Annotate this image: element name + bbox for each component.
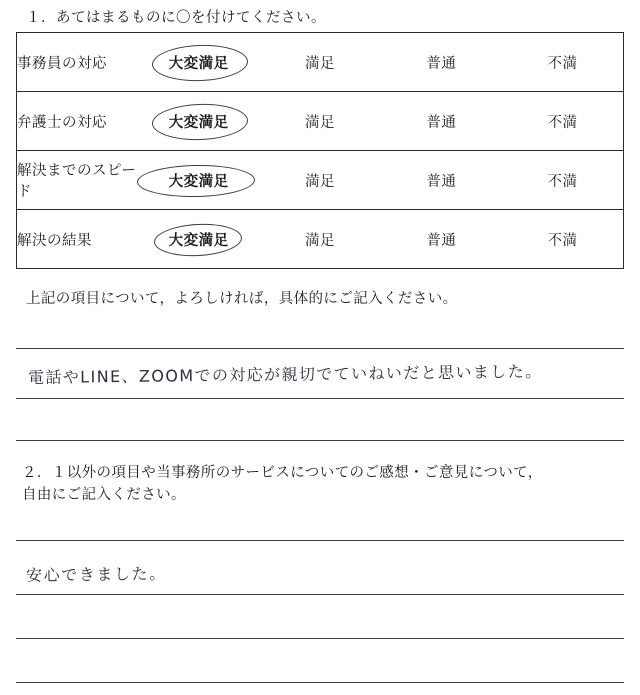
- writing-rule: [16, 348, 624, 349]
- question2-prompt-line1: ２．１以外の項目や当事務所のサービスについてのご感想・ご意見について，: [22, 465, 543, 481]
- handwritten-answer-2: 安心できました。: [25, 564, 167, 585]
- option-cell-very-satisfied[interactable]: [138, 210, 259, 269]
- option-cell-dissatisfied[interactable]: [502, 151, 623, 210]
- table-row: [17, 33, 624, 92]
- handwritten-answer-1: 電話やLINE、ZOOMでの対応が親切でていねいだと思いました。: [27, 361, 543, 388]
- option-label: 普通: [426, 232, 457, 249]
- option-cell-neutral[interactable]: [381, 92, 502, 151]
- option-cell-very-satisfied[interactable]: [138, 151, 259, 210]
- option-label: 大変満足: [168, 232, 229, 249]
- table-row: [17, 151, 624, 210]
- option-label: 満足: [304, 173, 335, 190]
- option-cell-satisfied[interactable]: [259, 33, 380, 92]
- row-label-lawyer-response: 弁護士の対応: [17, 92, 138, 151]
- question2-prompt: [22, 462, 622, 507]
- option-cell-neutral[interactable]: [381, 151, 502, 210]
- option-cell-very-satisfied[interactable]: [138, 33, 259, 92]
- writing-rule: [16, 540, 624, 541]
- option-label: 大変満足: [168, 55, 229, 72]
- option-cell-dissatisfied[interactable]: [502, 210, 623, 269]
- question2-prompt-line2: 自由にご記入ください。: [22, 487, 186, 504]
- satisfaction-rating-table: [16, 32, 624, 269]
- table-row: [17, 210, 624, 269]
- option-label: 満足: [304, 114, 335, 131]
- option-label: 満足: [304, 55, 335, 72]
- question1-freetext-prompt: 上記の項目について，よろしければ，具体的にご記入ください。: [26, 291, 458, 307]
- question1-heading: １．あてはまるものに〇を付けてください。: [26, 10, 326, 26]
- option-cell-satisfied[interactable]: [259, 151, 380, 210]
- row-label-resolution-result: 解決の結果: [17, 210, 138, 269]
- option-cell-dissatisfied[interactable]: [502, 92, 623, 151]
- option-label: 不満: [547, 55, 578, 72]
- option-label: 普通: [426, 173, 457, 190]
- table-row: [17, 92, 624, 151]
- writing-rule: [16, 638, 624, 639]
- option-cell-very-satisfied[interactable]: [138, 92, 259, 151]
- writing-rule: [16, 682, 624, 683]
- option-cell-dissatisfied[interactable]: [502, 33, 623, 92]
- option-label: 普通: [426, 114, 457, 131]
- option-cell-neutral[interactable]: [381, 210, 502, 269]
- option-label: 満足: [304, 232, 335, 249]
- option-label: 大変満足: [168, 173, 229, 190]
- option-label: 不満: [547, 114, 578, 131]
- option-label: 普通: [426, 55, 457, 72]
- option-label: 不満: [547, 232, 578, 249]
- option-cell-satisfied[interactable]: [259, 92, 380, 151]
- option-label: 不満: [547, 173, 578, 190]
- row-label-resolution-speed: 解決までのスピード: [17, 151, 138, 210]
- writing-rule: [16, 398, 624, 399]
- option-cell-neutral[interactable]: [381, 33, 502, 92]
- option-cell-satisfied[interactable]: [259, 210, 380, 269]
- writing-rule: [16, 594, 624, 595]
- option-label: 大変満足: [168, 114, 229, 131]
- writing-rule: [16, 440, 624, 441]
- row-label-staff-response: 事務員の対応: [17, 33, 138, 92]
